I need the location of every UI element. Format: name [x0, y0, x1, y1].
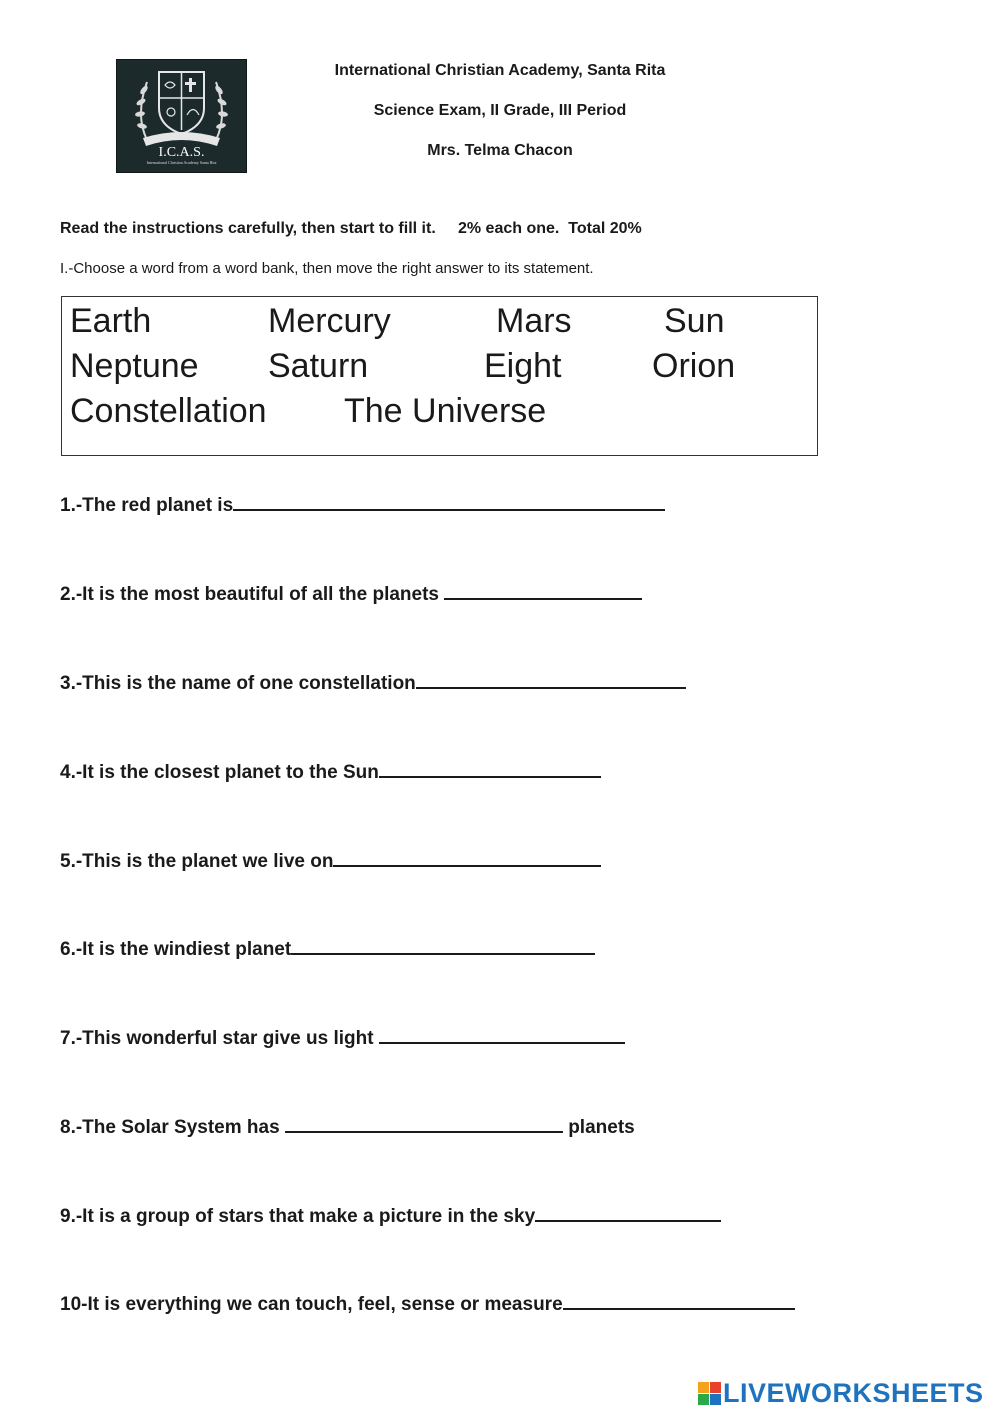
word-bank-item[interactable]: Constellation	[70, 392, 267, 430]
word-bank-item[interactable]: The Universe	[344, 392, 547, 430]
answer-blank-9[interactable]	[535, 1206, 721, 1222]
brand-name: LIVEWORKSHEETS	[723, 1377, 984, 1408]
svg-text:International Christian Academ: International Christian Academy Santa Rita	[146, 160, 217, 165]
answer-blank-3[interactable]	[416, 673, 686, 689]
question-10: 10-It is everything we can touch, feel, sense or measure	[60, 1294, 795, 1316]
word-bank-item[interactable]: Saturn	[268, 347, 369, 385]
school-name: International Christian Academy, Santa Rita	[334, 62, 666, 79]
teacher-name: Mrs. Telma Chacon	[427, 142, 573, 159]
word-bank-item[interactable]: Sun	[664, 302, 725, 340]
question-4: 4.-It is the closest planet to the Sun	[60, 762, 601, 784]
question-1: 1.-The red planet is	[60, 495, 665, 517]
liveworksheets-logo-icon	[698, 1382, 721, 1405]
answer-blank-8[interactable]	[285, 1117, 563, 1133]
answer-blank-6[interactable]	[291, 939, 595, 955]
word-bank	[61, 296, 818, 456]
answer-blank-1[interactable]	[233, 495, 665, 511]
question-3: 3.-This is the name of one constellation	[60, 673, 686, 695]
word-bank-item[interactable]: Neptune	[70, 347, 199, 385]
exam-title: Science Exam, II Grade, III Period	[373, 102, 627, 119]
liveworksheets-brand	[698, 1376, 984, 1410]
word-bank-item[interactable]: Mercury	[268, 302, 391, 340]
svg-text:I.C.A.S.: I.C.A.S.	[158, 145, 205, 160]
section-instruction: I.-Choose a word from a word bank, then move the right answer to its statement.	[60, 260, 594, 277]
question-6: 6.-It is the windiest planet	[60, 939, 595, 961]
question-5: 5.-This is the planet we live on	[60, 851, 601, 873]
school-logo	[116, 59, 247, 173]
word-bank-item[interactable]: Eight	[484, 347, 562, 385]
question-9: 9.-It is a group of stars that make a picture in the sky	[60, 1206, 721, 1228]
question-2: 2.-It is the most beautiful of all the planets	[60, 584, 642, 606]
word-bank-item[interactable]: Mars	[496, 302, 572, 340]
question-7: 7.-This wonderful star give us light	[60, 1028, 625, 1050]
question-8: 8.-The Solar System has planets	[60, 1117, 635, 1138]
answer-blank-10[interactable]	[563, 1294, 795, 1310]
answer-blank-4[interactable]	[379, 762, 601, 778]
word-bank-item[interactable]: Earth	[70, 302, 152, 340]
word-bank-item[interactable]: Orion	[652, 347, 736, 385]
answer-blank-2[interactable]	[444, 584, 642, 600]
answer-blank-7[interactable]	[379, 1028, 625, 1044]
instructions: Read the instructions carefully, then start to fill it. 2% each one. Total 20%	[60, 220, 642, 237]
answer-blank-5[interactable]	[333, 851, 601, 867]
